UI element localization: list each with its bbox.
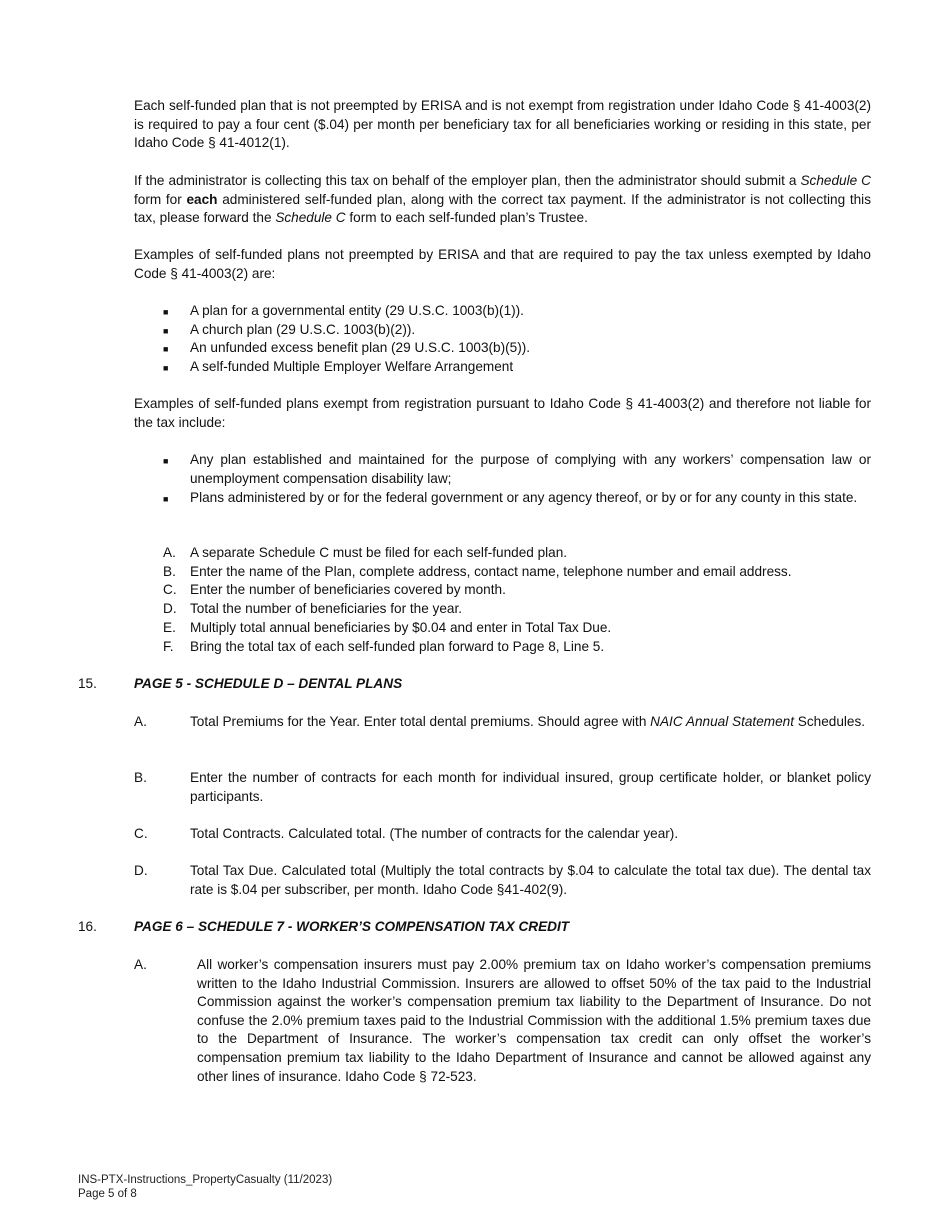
step-letter: D. [163,601,177,616]
step-text: Multiply total annual beneficiaries by $0.04 and enter in Total Tax Due. [190,620,612,635]
bullet-icon: ■ [163,344,169,354]
section-heading-workers-comp: PAGE 6 – SCHEDULE 7 - WORKER’S COMPENSATION TAX CREDIT [134,919,570,934]
dental-item-contracts: Enter the number of contracts for each month for individual insured, group certificate holder, or blanket policy participants. [190,770,871,804]
text-run: If the administrator is collecting this tax on behalf of the employer plan, then the administrator should submit a [134,173,801,188]
bullet-icon: ■ [163,494,169,504]
dental-item-total-contracts: Total Contracts. Calculated total. (The number of contracts for the calendar year). [190,826,679,841]
intro-paragraph-administrator [134,172,871,228]
step-letter: A. [163,545,176,560]
italic-run: Schedule C [800,173,872,188]
dental-item-total-premiums [190,713,871,732]
bullet-icon: ■ [163,326,169,336]
intro-paragraph-examples-exempt: Examples of self-funded plans exempt from registration pursuant to Idaho Code § 41-4003(2) and therefore not liable for the tax include: [134,396,871,430]
text-run: administered self-funded plan, along with the correct tax payment. If the administrator is not collecting this tax, please forward the [134,191,872,226]
section-number: 15. [78,676,97,691]
step-text: Bring the total tax of each self-funded plan forward to Page 8, Line 5. [190,639,605,654]
step-letter: C. [163,582,177,597]
intro-paragraph-tax-requirement: Each self-funded plan that is not preempted by ERISA and is not exempt from registration under Idaho Code § 41-4003(2) is required to pay a four cent ($.04) per month per beneficiary tax for all beneficiaries working or residing in this state, per Idaho Code § 41-4012(1). [134,98,871,151]
list-item: A plan for a governmental entity (29 U.S.C. 1003(b)(1)). [190,303,524,318]
step-letter: B. [163,564,176,579]
text-run: form for [134,191,187,207]
text-run: Schedules. [794,714,866,729]
step-letter: E. [163,620,176,635]
footer-form-id: INS-PTX-Instructions_PropertyCasualty (11/2023) [78,1174,333,1186]
dental-item-total-tax-due: Total Tax Due. Calculated total (Multiply the total contracts by $.04 to calculate the total tax due). The dental tax rate is $.04 per subscriber, per month. Idaho Code §41-402(9). [190,863,871,897]
step-text: Total the number of beneficiaries for the year. [190,601,463,616]
italic-run: NAIC Annual Statement [650,714,794,729]
footer-page-number: Page 5 of 8 [78,1188,137,1200]
list-item: An unfunded excess benefit plan (29 U.S.C. 1003(b)(5)). [190,340,531,355]
item-letter: D. [134,863,148,878]
list-item: Any plan established and maintained for the purpose of complying with any workers’ compensation law or unemployment compensation disability law; [190,452,871,486]
step-text: Enter the number of beneficiaries covered by month. [190,582,506,597]
item-letter: C. [134,826,148,841]
step-letter: F. [163,639,174,654]
list-item: A self-funded Multiple Employer Welfare Arrangement [190,359,514,374]
item-letter: A. [134,714,147,729]
bullet-icon: ■ [163,363,169,373]
bold-run: each [186,191,218,207]
bullet-icon: ■ [163,307,169,317]
step-text: Enter the name of the Plan, complete address, contact name, telephone number and email address. [190,564,792,579]
step-text: A separate Schedule C must be filed for each self-funded plan. [190,545,568,560]
list-item: Plans administered by or for the federal government or any agency thereof, or by or for any county in this state. [190,490,858,505]
bullet-icon: ■ [163,456,169,466]
page-footer [78,1173,332,1201]
item-letter: B. [134,770,147,785]
list-item: A church plan (29 U.S.C. 1003(b)(2)). [190,322,416,337]
text-run: form to each self-funded plan’s Trustee. [345,210,588,226]
text-run: Total Premiums for the Year. Enter total dental premiums. Should agree with [190,714,651,729]
item-letter: A. [134,957,147,972]
intro-paragraph-examples-required: Examples of self-funded plans not preempted by ERISA and that are required to pay the tax unless exempted by Idaho Code § 41-4003(2) are: [134,247,871,281]
section-number: 16. [78,919,97,934]
workers-comp-item-text: All worker’s compensation insurers must pay 2.00% premium tax on Idaho worker’s compensation premiums written to the Idaho Industrial Commission. Insurers are allowed to offset 50% of the tax paid to the Industrial Commission against the worker’s compensation premium tax liability to the Department of Insurance. Do not confuse the 2.0% premium taxes paid to the Industrial Commission with the additional 1.5% premium taxes due to the Department of Insurance. The worker’s compensation tax credit can only offset the worker’s compensation premium tax liability to the Idaho Department of Insurance and cannot be allowed against any other lines of insurance. Idaho Code § 72-523. [197,957,871,1084]
section-heading-dental-plans: PAGE 5 - SCHEDULE D – DENTAL PLANS [134,676,403,691]
italic-run: Schedule C [275,210,346,226]
